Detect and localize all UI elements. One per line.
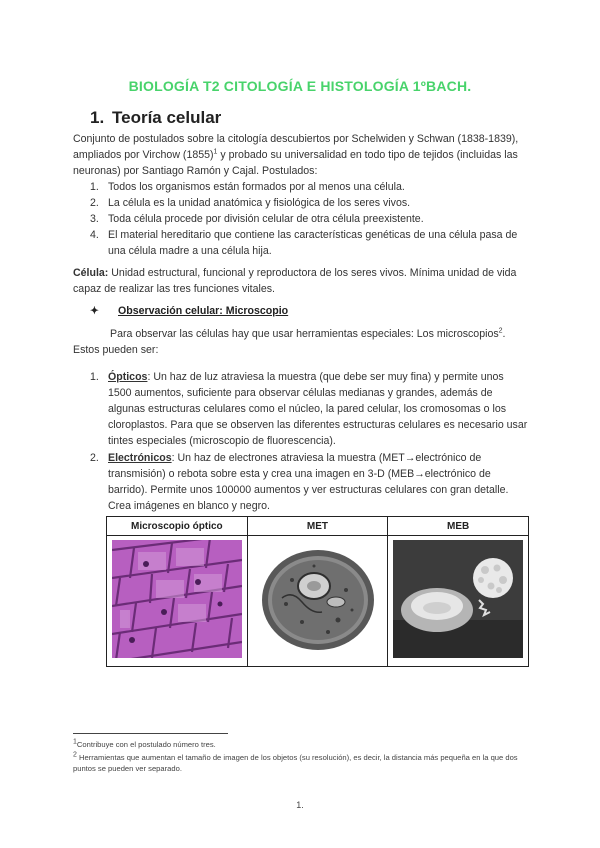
header-met: MET <box>247 517 388 536</box>
microscope-text-a: Para observar las células hay que usar herramientas especiales: Los microscopios <box>110 328 499 340</box>
footnote-number: 2 <box>73 751 77 759</box>
section-title: Teoría celular <box>112 108 222 127</box>
list-item <box>73 450 528 514</box>
intro-paragraph <box>73 131 528 179</box>
footnote-ref-1[interactable]: 1 <box>213 148 218 156</box>
list-text: Toda célula procede por división celular de otra célula preexistente. <box>108 213 424 225</box>
microscope-types-list <box>73 369 528 514</box>
list-number: 2. <box>90 452 99 464</box>
bullet-star-icon: ✦ <box>90 305 99 317</box>
list-number: 3. <box>90 213 99 225</box>
optical-image-cell <box>107 536 248 667</box>
header-meb: MEB <box>388 517 529 536</box>
footnote-text: Herramientas que aumentan el tamaño de imagen de los objetos (su resolución), es decir, la distancia más pequeña en la que dos puntos se pueden ver separado. <box>73 753 518 773</box>
postulates-list <box>73 179 528 259</box>
met-image-cell <box>247 536 388 667</box>
page-number: 1. <box>296 800 304 810</box>
list-item <box>73 227 528 259</box>
microscope-images-table <box>106 516 529 667</box>
cell-definition-text: Unidad estructural, funcional y reproductora de los seres vivos. Mínima unidad de vida capaz de realizar las tres funciones vitales. <box>73 267 517 295</box>
met-micrograph-image <box>252 540 382 658</box>
microscope-text-b: . Estos pueden ser: <box>73 328 506 356</box>
section-number: 1. <box>90 108 105 127</box>
type-label-opticos: Ópticos <box>108 371 148 383</box>
footnote-divider <box>73 733 228 734</box>
microscope-heading <box>90 305 288 317</box>
list-item <box>73 179 528 195</box>
meb-image-cell <box>388 536 529 667</box>
list-text: : Un haz de luz atraviesa la muestra (que debe ser muy fina) y permite unos 1500 aumentos, suficiente para observar células medianas y grandes, además de algunas estructuras celulares como el núcleo, la pared celular, los cromosomas o los cloroplastos. Para que se observen las diferentes estructuras celulares es necesario usar tintes especiales (microscopio de fluorescencia). <box>108 371 528 447</box>
section-heading <box>90 108 221 128</box>
list-number: 1. <box>90 181 99 193</box>
footnote-text: Contribuye con el postulado número tres. <box>76 740 216 749</box>
list-item <box>73 195 528 211</box>
list-text: La célula es la unidad anatómica y fisiológica de los seres vivos. <box>108 197 411 209</box>
footnote-1 <box>73 739 528 750</box>
microscope-heading-text: Observación celular: Microscopio <box>118 305 289 317</box>
list-item <box>73 211 528 227</box>
footnote-2 <box>73 752 528 774</box>
microscope-paragraph <box>73 326 528 358</box>
meb-micrograph-image <box>393 540 523 658</box>
cell-label: Célula: <box>73 267 109 279</box>
list-text: Todos los organismos están formados por al menos una célula. <box>108 181 405 193</box>
header-optical: Microscopio óptico <box>107 517 248 536</box>
intro-text-a: Conjunto de postulados sobre la citología descubiertos por Schelwiden y Schwan (1838-1839), ampliados por Virchow (1855) <box>73 133 519 161</box>
footnote-number: 1 <box>73 738 77 746</box>
list-number: 2. <box>90 197 99 209</box>
list-text: : Un haz de electrones atraviesa la muestra (MET→electrónico de transmisión) o rebota sobre esta y crea una imagen en 3-D (MEB→electrónico de barrido). Permite unos 100000 aumentos y ver estructuras celulares con gran detalle. Crea imágenes en blanco y negro. <box>108 452 509 512</box>
footnote-ref-2[interactable]: 2 <box>498 327 503 335</box>
list-item <box>73 369 528 449</box>
intro-text-b: y probado su universalidad en todo tipo de tejidos (incluidas las neuronas) por Santiago Ramón y Cajal. Postulados: <box>73 149 518 177</box>
list-text: El material hereditario que contiene las características genéticas de una célula pasa de una célula madre a una célula hija. <box>108 229 518 257</box>
optical-micrograph-image <box>112 540 242 658</box>
cell-definition <box>73 265 528 297</box>
list-number: 1. <box>90 371 99 383</box>
type-label-electronicos: Electrónicos <box>108 452 172 464</box>
document-title: BIOLOGÍA T2 CITOLOGÍA E HISTOLOGÍA 1ºBACH. <box>128 78 472 94</box>
list-number: 4. <box>90 229 99 241</box>
